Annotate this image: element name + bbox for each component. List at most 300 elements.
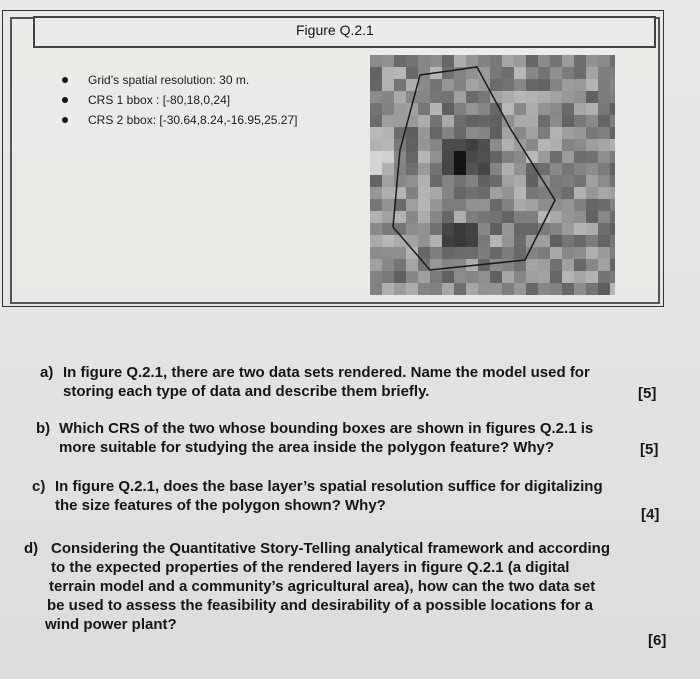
- raster-cell: [430, 103, 442, 115]
- raster-cell: [598, 163, 610, 175]
- question-line: In figure Q.2.1, does the base layer’s spatial resolution suffice for digitalizing: [55, 478, 603, 495]
- raster-cell: [382, 103, 394, 115]
- raster-cell: [562, 151, 574, 163]
- raster-cell: [370, 211, 382, 223]
- raster-cell: [586, 259, 598, 271]
- raster-cell: [418, 55, 430, 67]
- raster-cell: [418, 115, 430, 127]
- raster-cell: [394, 79, 406, 91]
- raster-cell: [502, 127, 514, 139]
- raster-cell: [442, 115, 454, 127]
- raster-cell: [466, 103, 478, 115]
- raster-cell: [538, 55, 550, 67]
- raster-cell: [586, 151, 598, 163]
- raster-cell: [610, 79, 615, 91]
- raster-cell: [550, 247, 562, 259]
- raster-cell: [610, 175, 615, 187]
- raster-cell: [514, 79, 526, 91]
- raster-map-image: [370, 55, 615, 295]
- raster-cell: [538, 235, 550, 247]
- raster-cell: [610, 271, 615, 283]
- raster-cell: [370, 283, 382, 295]
- raster-grid-with-polygon: [370, 55, 615, 295]
- raster-cell: [454, 271, 466, 283]
- raster-cell: [454, 235, 466, 247]
- raster-cell: [586, 91, 598, 103]
- raster-cell: [466, 163, 478, 175]
- raster-cell: [442, 271, 454, 283]
- raster-cell: [466, 55, 478, 67]
- raster-cell: [502, 139, 514, 151]
- question-line: to the expected properties of the rendered layers in figure Q.2.1 (a digital: [51, 559, 570, 576]
- raster-cell: [526, 55, 538, 67]
- raster-cell: [454, 139, 466, 151]
- raster-cell: [370, 139, 382, 151]
- raster-cell: [442, 127, 454, 139]
- raster-cell: [466, 223, 478, 235]
- raster-cell: [442, 151, 454, 163]
- raster-cell: [502, 67, 514, 79]
- marks-d: [6]: [648, 632, 667, 649]
- raster-cell: [586, 139, 598, 151]
- raster-cell: [370, 271, 382, 283]
- raster-cell: [478, 163, 490, 175]
- raster-cell: [610, 67, 615, 79]
- raster-cell: [550, 259, 562, 271]
- bullet-text-crs2: CRS 2 bbox: [-30.64,8.24,-16.95,25.27]: [88, 113, 298, 127]
- bullet-item: [62, 110, 297, 130]
- raster-cell: [514, 283, 526, 295]
- raster-cell: [382, 223, 394, 235]
- raster-cell: [610, 55, 615, 67]
- raster-cell: [550, 163, 562, 175]
- raster-cell: [550, 175, 562, 187]
- bullet-item: [62, 90, 297, 110]
- raster-cell: [526, 223, 538, 235]
- raster-cell: [418, 199, 430, 211]
- question-line: wind power plant?: [45, 616, 177, 633]
- raster-cell: [418, 271, 430, 283]
- raster-cell: [490, 139, 502, 151]
- raster-cell: [406, 271, 418, 283]
- raster-cell: [526, 211, 538, 223]
- raster-cell: [370, 199, 382, 211]
- raster-cell: [442, 223, 454, 235]
- raster-cell: [478, 283, 490, 295]
- raster-cell: [454, 103, 466, 115]
- raster-cell: [454, 259, 466, 271]
- raster-cell: [562, 91, 574, 103]
- raster-cell: [406, 187, 418, 199]
- raster-cell: [610, 235, 615, 247]
- raster-cell: [562, 271, 574, 283]
- raster-cell: [550, 151, 562, 163]
- raster-cell: [562, 283, 574, 295]
- raster-cell: [478, 55, 490, 67]
- raster-cell: [562, 67, 574, 79]
- raster-cell: [454, 127, 466, 139]
- raster-cell: [502, 247, 514, 259]
- raster-cell: [574, 211, 586, 223]
- raster-cell: [382, 259, 394, 271]
- raster-cell: [370, 55, 382, 67]
- raster-cell: [394, 247, 406, 259]
- raster-cell: [526, 103, 538, 115]
- question-line: Considering the Quantitative Story-Telling analytical framework and according: [51, 540, 610, 557]
- raster-cell: [442, 103, 454, 115]
- question-line: more suitable for studying the area inside the polygon feature? Why?: [59, 439, 555, 456]
- raster-cell: [538, 271, 550, 283]
- raster-cell: [550, 103, 562, 115]
- raster-cell: [430, 91, 442, 103]
- raster-cell: [466, 151, 478, 163]
- raster-cell: [586, 199, 598, 211]
- raster-cell: [466, 115, 478, 127]
- raster-cell: [610, 259, 615, 271]
- raster-cell: [526, 199, 538, 211]
- raster-cell: [586, 187, 598, 199]
- raster-cells: [370, 55, 615, 295]
- raster-cell: [586, 67, 598, 79]
- raster-cell: [538, 127, 550, 139]
- raster-cell: [454, 283, 466, 295]
- raster-cell: [394, 259, 406, 271]
- raster-cell: [598, 79, 610, 91]
- raster-cell: [562, 211, 574, 223]
- raster-cell: [442, 187, 454, 199]
- raster-cell: [478, 247, 490, 259]
- raster-cell: [550, 91, 562, 103]
- raster-cell: [526, 283, 538, 295]
- raster-cell: [382, 115, 394, 127]
- raster-cell: [598, 271, 610, 283]
- raster-cell: [586, 283, 598, 295]
- raster-cell: [478, 139, 490, 151]
- raster-cell: [538, 199, 550, 211]
- raster-cell: [454, 223, 466, 235]
- raster-cell: [466, 187, 478, 199]
- raster-cell: [610, 199, 615, 211]
- bullet-dot-icon: [62, 77, 68, 83]
- raster-cell: [478, 103, 490, 115]
- raster-cell: [382, 127, 394, 139]
- raster-cell: [550, 223, 562, 235]
- raster-cell: [466, 271, 478, 283]
- raster-cell: [430, 127, 442, 139]
- raster-cell: [598, 247, 610, 259]
- raster-cell: [430, 211, 442, 223]
- raster-cell: [610, 247, 615, 259]
- raster-cell: [598, 67, 610, 79]
- raster-cell: [574, 235, 586, 247]
- raster-cell: [586, 211, 598, 223]
- raster-cell: [610, 211, 615, 223]
- raster-cell: [490, 187, 502, 199]
- raster-cell: [490, 127, 502, 139]
- raster-cell: [394, 283, 406, 295]
- raster-cell: [370, 151, 382, 163]
- raster-cell: [526, 79, 538, 91]
- raster-cell: [382, 151, 394, 163]
- raster-cell: [502, 175, 514, 187]
- raster-cell: [514, 211, 526, 223]
- raster-cell: [502, 199, 514, 211]
- raster-cell: [586, 235, 598, 247]
- raster-cell: [382, 187, 394, 199]
- figure-title: Figure Q.2.1: [296, 22, 374, 38]
- raster-cell: [526, 187, 538, 199]
- raster-cell: [478, 211, 490, 223]
- question-line: Which CRS of the two whose bounding boxes are shown in figures Q.2.1 is: [59, 420, 594, 437]
- question-line: the size features of the polygon shown? Why?: [55, 497, 386, 514]
- raster-cell: [382, 79, 394, 91]
- raster-cell: [430, 187, 442, 199]
- raster-cell: [466, 199, 478, 211]
- raster-cell: [406, 139, 418, 151]
- raster-cell: [442, 247, 454, 259]
- raster-cell: [598, 139, 610, 151]
- bullet-item: [62, 70, 297, 90]
- raster-cell: [406, 175, 418, 187]
- raster-cell: [538, 79, 550, 91]
- raster-cell: [490, 271, 502, 283]
- raster-cell: [466, 127, 478, 139]
- raster-cell: [478, 127, 490, 139]
- raster-cell: [550, 283, 562, 295]
- raster-cell: [502, 55, 514, 67]
- bullet-dot-icon: [62, 97, 68, 103]
- raster-cell: [598, 175, 610, 187]
- raster-cell: [610, 139, 615, 151]
- raster-cell: [550, 67, 562, 79]
- raster-cell: [502, 187, 514, 199]
- raster-cell: [586, 163, 598, 175]
- raster-cell: [430, 115, 442, 127]
- raster-cell: [562, 259, 574, 271]
- raster-cell: [514, 199, 526, 211]
- raster-cell: [442, 139, 454, 151]
- raster-cell: [550, 235, 562, 247]
- raster-cell: [418, 103, 430, 115]
- raster-cell: [574, 271, 586, 283]
- raster-cell: [574, 163, 586, 175]
- raster-cell: [418, 175, 430, 187]
- raster-cell: [490, 283, 502, 295]
- raster-cell: [550, 271, 562, 283]
- question-letter: c): [32, 478, 46, 495]
- raster-cell: [406, 151, 418, 163]
- raster-cell: [598, 115, 610, 127]
- raster-cell: [442, 283, 454, 295]
- raster-cell: [562, 79, 574, 91]
- raster-cell: [514, 103, 526, 115]
- raster-cell: [598, 211, 610, 223]
- raster-cell: [538, 115, 550, 127]
- raster-cell: [370, 223, 382, 235]
- raster-cell: [526, 139, 538, 151]
- question-line: storing each type of data and describe them briefly.: [63, 383, 430, 400]
- raster-cell: [562, 175, 574, 187]
- raster-cell: [562, 103, 574, 115]
- raster-cell: [562, 199, 574, 211]
- raster-cell: [586, 127, 598, 139]
- raster-cell: [478, 115, 490, 127]
- raster-cell: [406, 127, 418, 139]
- raster-cell: [370, 67, 382, 79]
- raster-cell: [490, 235, 502, 247]
- raster-cell: [418, 163, 430, 175]
- raster-cell: [514, 163, 526, 175]
- raster-cell: [466, 91, 478, 103]
- raster-cell: [406, 163, 418, 175]
- raster-cell: [574, 139, 586, 151]
- raster-cell: [466, 211, 478, 223]
- raster-cell: [418, 235, 430, 247]
- raster-cell: [574, 67, 586, 79]
- raster-cell: [442, 175, 454, 187]
- raster-cell: [442, 211, 454, 223]
- raster-cell: [454, 151, 466, 163]
- raster-cell: [574, 259, 586, 271]
- marks-a: [5]: [638, 385, 657, 402]
- raster-cell: [586, 223, 598, 235]
- raster-cell: [562, 55, 574, 67]
- raster-cell: [502, 79, 514, 91]
- raster-cell: [586, 55, 598, 67]
- raster-cell: [598, 223, 610, 235]
- raster-cell: [490, 259, 502, 271]
- raster-cell: [394, 175, 406, 187]
- raster-cell: [394, 211, 406, 223]
- raster-cell: [598, 127, 610, 139]
- raster-cell: [538, 91, 550, 103]
- raster-cell: [418, 79, 430, 91]
- raster-cell: [502, 91, 514, 103]
- raster-cell: [538, 247, 550, 259]
- raster-cell: [562, 127, 574, 139]
- raster-cell: [370, 235, 382, 247]
- raster-cell: [442, 67, 454, 79]
- raster-cell: [406, 259, 418, 271]
- raster-cell: [430, 175, 442, 187]
- raster-cell: [574, 103, 586, 115]
- raster-cell: [370, 79, 382, 91]
- figure-bullet-list: [62, 70, 297, 130]
- raster-cell: [430, 55, 442, 67]
- raster-cell: [430, 79, 442, 91]
- raster-cell: [478, 199, 490, 211]
- raster-cell: [514, 115, 526, 127]
- raster-cell: [502, 151, 514, 163]
- raster-cell: [382, 139, 394, 151]
- raster-cell: [562, 139, 574, 151]
- raster-cell: [490, 223, 502, 235]
- raster-cell: [394, 67, 406, 79]
- raster-cell: [478, 235, 490, 247]
- raster-cell: [550, 187, 562, 199]
- raster-cell: [394, 223, 406, 235]
- raster-cell: [382, 271, 394, 283]
- raster-cell: [514, 55, 526, 67]
- raster-cell: [442, 163, 454, 175]
- raster-cell: [490, 199, 502, 211]
- raster-cell: [598, 55, 610, 67]
- question-letter: d): [24, 540, 39, 557]
- raster-cell: [562, 235, 574, 247]
- raster-cell: [430, 283, 442, 295]
- raster-cell: [514, 151, 526, 163]
- raster-cell: [598, 187, 610, 199]
- raster-cell: [562, 187, 574, 199]
- raster-cell: [610, 91, 615, 103]
- raster-cell: [454, 211, 466, 223]
- raster-cell: [502, 223, 514, 235]
- raster-cell: [370, 127, 382, 139]
- raster-cell: [454, 187, 466, 199]
- raster-cell: [538, 259, 550, 271]
- raster-cell: [490, 67, 502, 79]
- raster-cell: [562, 247, 574, 259]
- raster-cell: [538, 139, 550, 151]
- raster-cell: [418, 259, 430, 271]
- raster-cell: [418, 127, 430, 139]
- raster-cell: [370, 103, 382, 115]
- raster-cell: [586, 103, 598, 115]
- raster-cell: [478, 91, 490, 103]
- raster-cell: [538, 151, 550, 163]
- raster-cell: [454, 115, 466, 127]
- raster-cell: [394, 55, 406, 67]
- raster-cell: [598, 235, 610, 247]
- raster-cell: [490, 115, 502, 127]
- raster-cell: [514, 187, 526, 199]
- raster-cell: [574, 79, 586, 91]
- raster-cell: [502, 211, 514, 223]
- raster-cell: [418, 139, 430, 151]
- raster-cell: [466, 247, 478, 259]
- raster-cell: [514, 271, 526, 283]
- raster-cell: [382, 283, 394, 295]
- raster-cell: [574, 151, 586, 163]
- raster-cell: [406, 91, 418, 103]
- raster-cell: [406, 67, 418, 79]
- raster-cell: [562, 163, 574, 175]
- raster-cell: [526, 67, 538, 79]
- raster-cell: [598, 151, 610, 163]
- raster-cell: [478, 175, 490, 187]
- raster-cell: [586, 247, 598, 259]
- raster-cell: [514, 247, 526, 259]
- raster-cell: [394, 271, 406, 283]
- question-letter: b): [36, 420, 51, 437]
- raster-cell: [610, 163, 615, 175]
- raster-cell: [406, 283, 418, 295]
- bullet-text-crs1: CRS 1 bbox : [-80,18,0,24]: [88, 93, 231, 107]
- raster-cell: [550, 139, 562, 151]
- raster-cell: [550, 55, 562, 67]
- raster-cell: [502, 235, 514, 247]
- raster-cell: [598, 91, 610, 103]
- raster-cell: [490, 79, 502, 91]
- raster-cell: [418, 283, 430, 295]
- raster-cell: [430, 163, 442, 175]
- raster-cell: [430, 247, 442, 259]
- raster-cell: [586, 115, 598, 127]
- raster-cell: [526, 127, 538, 139]
- raster-cell: [454, 79, 466, 91]
- raster-cell: [454, 247, 466, 259]
- raster-cell: [502, 103, 514, 115]
